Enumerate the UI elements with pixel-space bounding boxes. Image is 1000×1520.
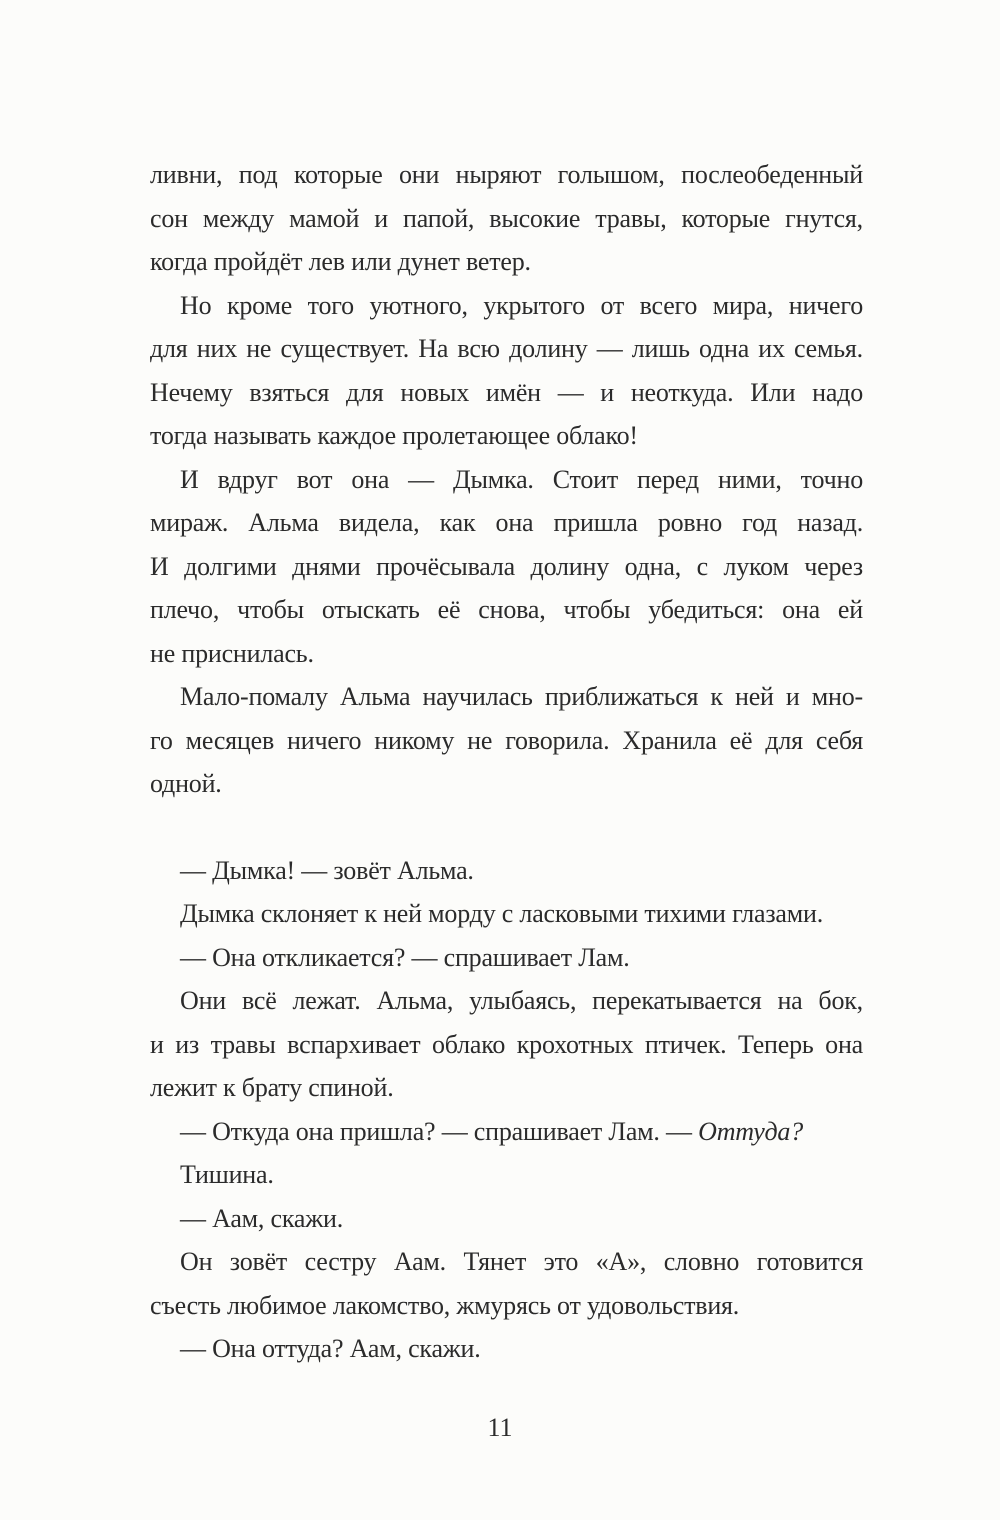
text-line: мираж. Альма видела, как она пришла ровно год назад.	[150, 508, 863, 537]
paragraph	[150, 284, 863, 458]
text-line: тогда называть каждое пролетающее облако!	[150, 421, 638, 450]
text-line: не приснилась.	[150, 638, 314, 668]
text-line: одной.	[150, 769, 222, 798]
text-line: го месяцев ничего никому не говорила. Хранила её для себя	[150, 725, 863, 755]
paragraph	[150, 892, 863, 936]
paragraph	[150, 979, 863, 1110]
paragraph	[150, 1240, 863, 1327]
text-line: и из травы вспархивает облако крохотных птичек. Теперь она	[150, 1029, 863, 1059]
text-line: — Она оттуда? Аам, скажи.	[180, 1334, 481, 1363]
text-line: И вдруг вот она — Дымка. Стоит перед ними, точно	[180, 464, 863, 494]
text-line: для них не существует. На всю долину — лишь одна их семья.	[150, 334, 863, 363]
text-line	[150, 1110, 863, 1154]
text-line: Нечему взяться для новых имён — и неоткуда. Или надо	[150, 377, 863, 407]
text-line: — Дымка! — зовёт Альма.	[180, 855, 474, 885]
text-segment: — Откуда она пришла? — спрашивает Лам. —	[180, 1116, 699, 1146]
text-line: плечо, чтобы отыскать её снова, чтобы убедиться: она ей	[150, 595, 863, 624]
text-line: Но кроме того уютного, укрытого от всего мира, ничего	[180, 290, 863, 320]
text-line: Дымка склоняет к ней морду с ласковыми тихими глазами.	[180, 899, 824, 928]
paragraph	[150, 675, 863, 806]
text-line: Мало-помалу Альма научилась приближаться к ней и мно-	[180, 682, 863, 711]
text-line: — Она откликается? — спрашивает Лам.	[180, 942, 630, 972]
paragraph	[150, 1110, 863, 1154]
paragraph	[150, 458, 863, 676]
text-line: сон между мамой и папой, высокие травы, которые гнутся,	[150, 203, 863, 233]
section-break	[150, 806, 863, 849]
text-line: И долгими днями прочёсывала долину одна, с луком через	[150, 551, 863, 581]
paragraph	[150, 849, 863, 893]
text-line: ливни, под которые они ныряют голышом, послеобеденный	[150, 160, 863, 189]
italic-text-segment: Оттуда?	[698, 1116, 804, 1146]
paragraph	[150, 153, 863, 284]
text-line: съесть любимое лакомство, жмурясь от удовольствия.	[150, 1290, 740, 1320]
text-line: — Аам, скажи.	[180, 1203, 344, 1233]
paragraph	[150, 1197, 863, 1241]
page-body-text	[150, 153, 863, 1371]
page-number: 11	[487, 1413, 513, 1442]
text-line: лежит к брату спиной.	[150, 1073, 394, 1102]
text-line: Он зовёт сестру Аам. Тянет это «А», словно готовится	[180, 1247, 863, 1276]
text-line: Тишина.	[180, 1160, 274, 1189]
text-line: Они всё лежат. Альма, улыбаясь, перекатывается на бок,	[180, 986, 863, 1015]
paragraph	[150, 1153, 863, 1197]
text-line: когда пройдёт лев или дунет ветер.	[150, 247, 531, 276]
paragraph	[150, 1327, 863, 1371]
paragraph	[150, 936, 863, 980]
